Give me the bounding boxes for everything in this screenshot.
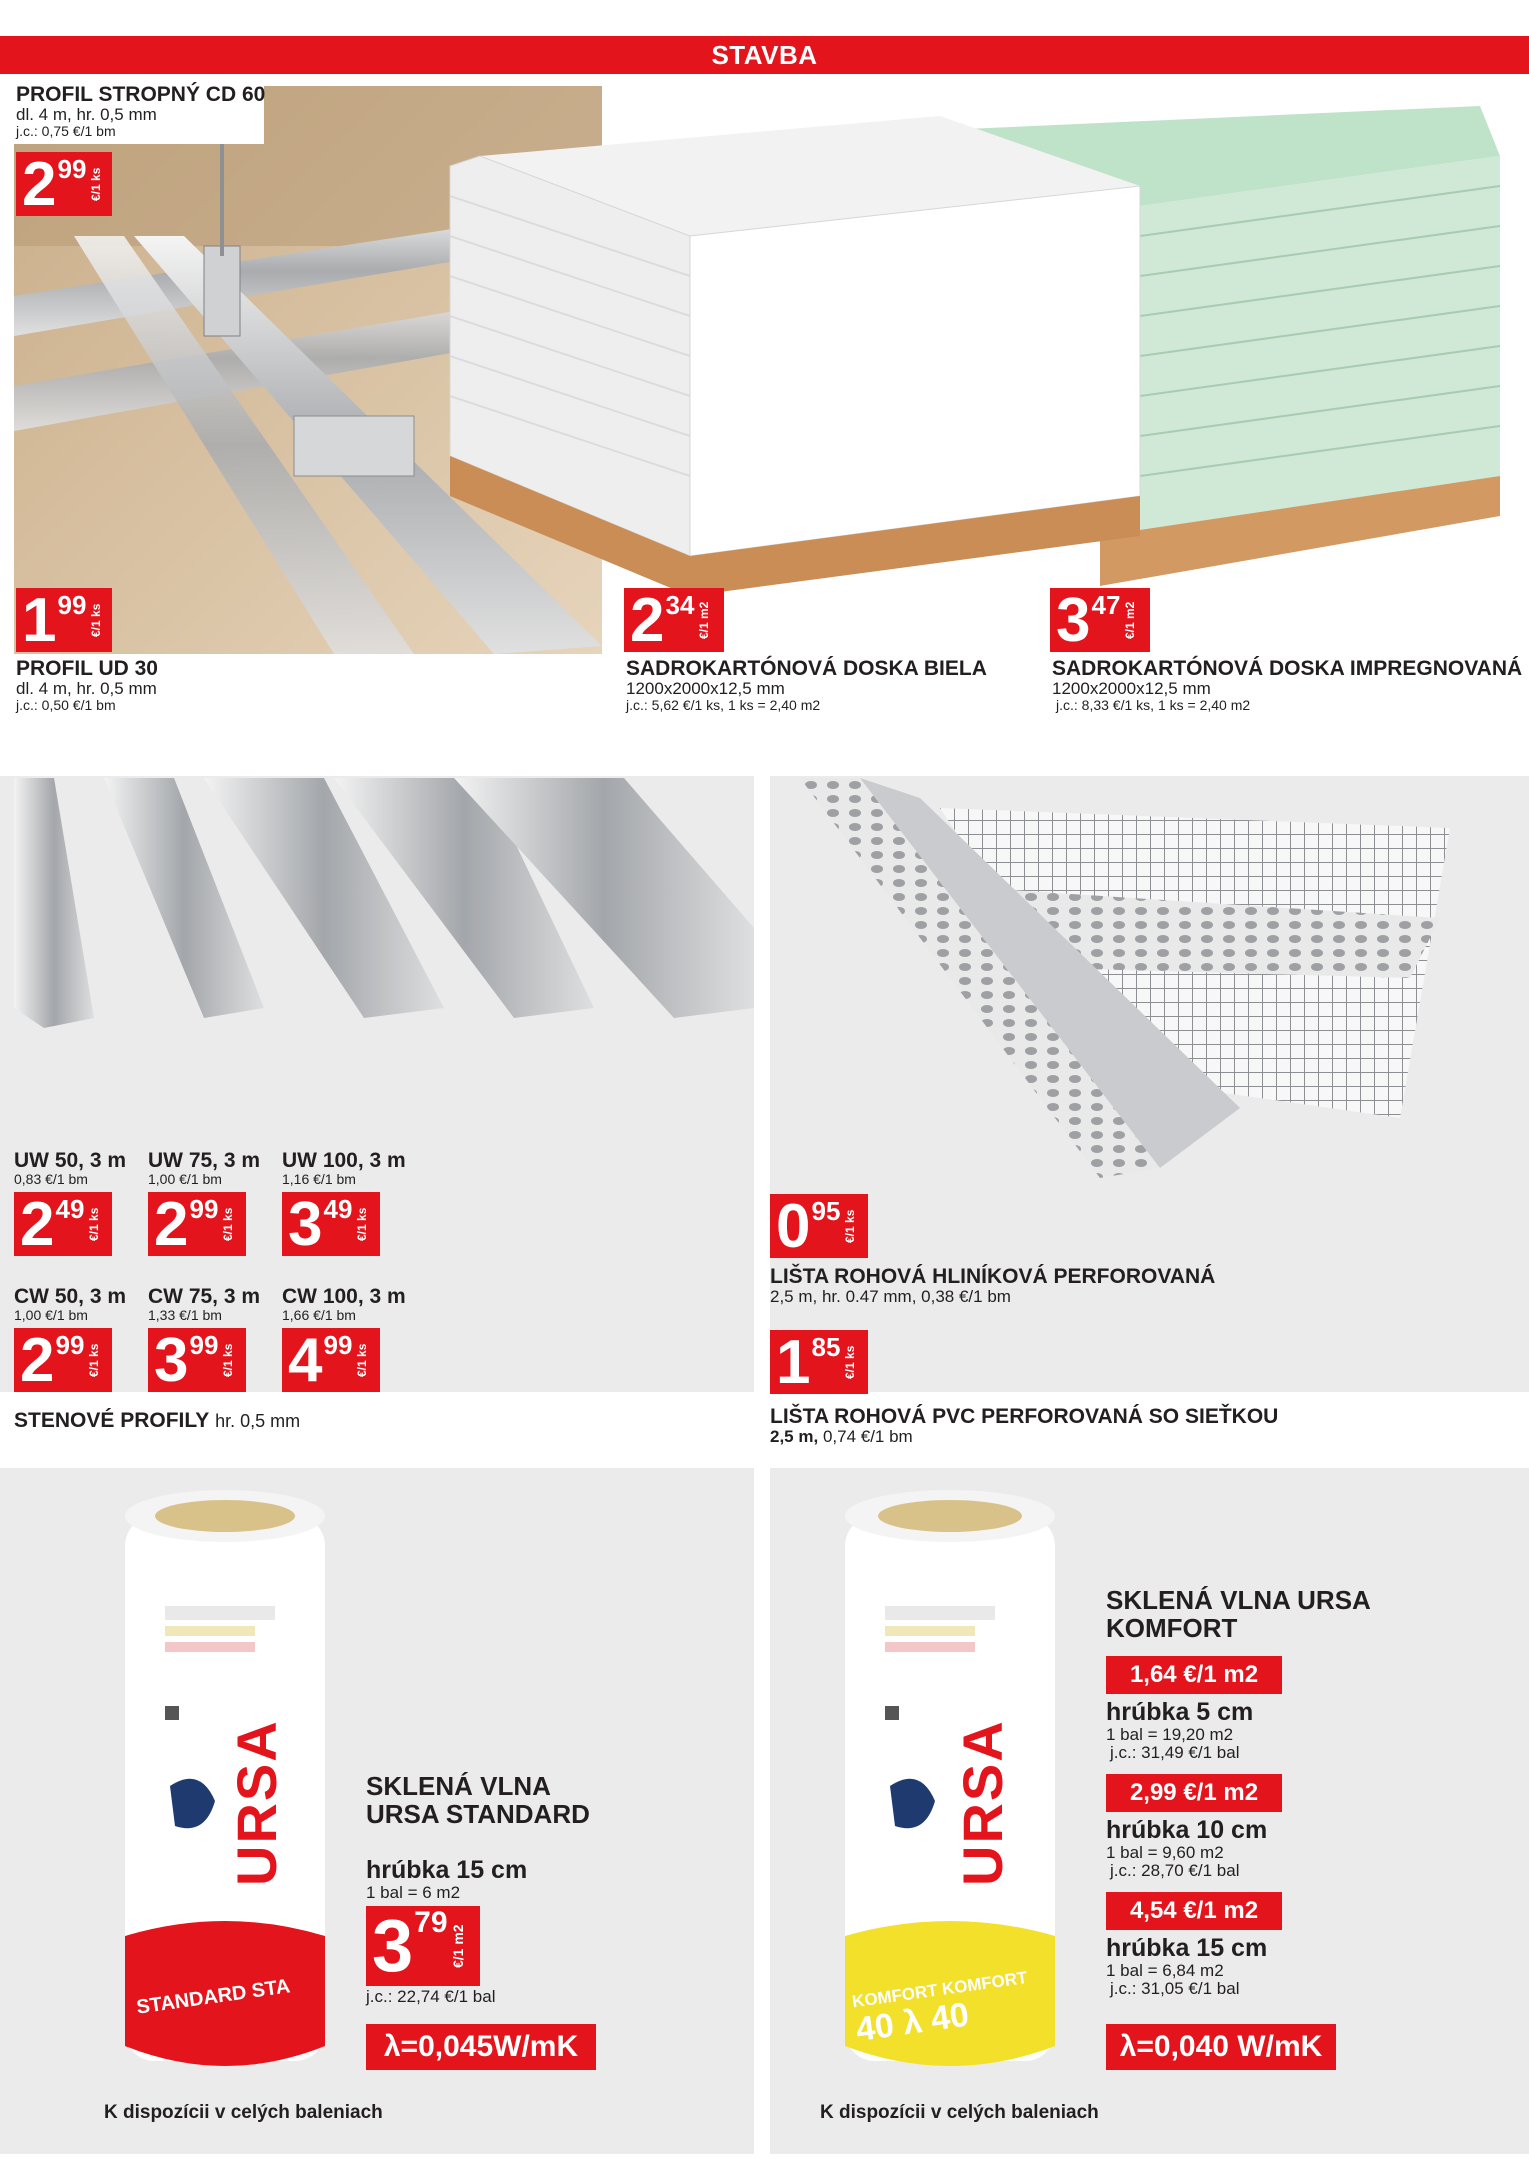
price-decimal: 99 [189,1330,219,1360]
profil-cd60-dim: dl. 4 m, hr. 0,5 mm [16,105,157,124]
price-integer: 3 [288,1190,322,1259]
item-unit-price: 1,16 €/1 bm [282,1171,356,1187]
doska-impregnovana-title: SADROKARTÓNOVÁ DOSKA IMPREGNOVANÁ [1052,657,1523,680]
price-decimal: 95 [811,1196,841,1226]
plasterboard-photo [440,96,1520,596]
ursa-komfort-price-5cm: 1,64 €/1 m2 [1106,1656,1282,1694]
wall-profiles-caption-rest: hr. 0,5 mm [215,1411,301,1431]
item-unit-price: 0,83 €/1 bm [14,1171,88,1187]
wall-profile-price-cw50 [14,1326,112,1395]
price-integer: 1 [776,1328,810,1397]
price-integer: 1 [22,586,56,655]
price-unit: €/1 ks [221,1207,236,1241]
wall-profile-price-uw75 [148,1190,246,1259]
ursa-standard-title-line2: URSA STANDARD [366,1799,590,1829]
price-decimal: 99 [57,154,87,184]
price-decimal: 49 [323,1194,353,1224]
section-header: STAVBA [0,36,1529,74]
price-integer: 3 [372,1904,413,1987]
price-integer: 3 [154,1326,188,1395]
profil-ud30-dim: dl. 4 m, hr. 0,5 mm [16,679,157,698]
wall-profile-price-uw100 [282,1190,380,1259]
wall-profile-price-uw50 [14,1190,112,1259]
price-decimal: 99 [323,1330,353,1360]
ursa-komfort-pack-15cm: 1 bal = 6,84 m2 [1106,1961,1224,1980]
lista-pvc-length: 2,5 m, [770,1427,819,1446]
wall-profile-price-cw100 [282,1326,380,1395]
ursa-komfort-band-text2: 40 λ 40 [853,1995,972,2050]
corner-strip-illustration [800,778,1520,1198]
item-unit-price: 1,00 €/1 bm [14,1307,88,1323]
price-unit: €/1 ks [843,1209,858,1243]
lista-hlinikova-title: LIŠTA ROHOVÁ HLINÍKOVÁ PERFOROVANÁ [770,1265,1216,1288]
price-integer: 2 [20,1190,54,1259]
price-unit: €/1 ks [89,167,104,201]
wall-profile-item-uw50 [14,1150,126,1187]
ursa-standard-pack: 1 bal = 6 m2 [366,1883,461,1902]
price-decimal: 99 [189,1194,219,1224]
item-name: CW 75, 3 m [148,1285,261,1308]
price-decimal: 49 [55,1194,85,1224]
doska-biela-dim: 1200x2000x12,5 mm [626,679,785,698]
doska-impregnovana-price [1050,586,1150,655]
ursa-komfort-roll [840,1486,1060,2086]
doska-biela-price [624,586,724,655]
ursa-komfort-band-text: KOMFORT KOMFORT [850,1967,1029,2012]
ursa-standard-band-text2: STA [250,1975,292,2003]
item-unit-price: 1,66 €/1 bm [282,1307,356,1323]
ursa-komfort-lambda: λ=0,040 W/mK [1106,2024,1336,2070]
profil-cd60-unit-price: j.c.: 0,75 €/1 bm [16,123,116,139]
profil-ud30-title: PROFIL UD 30 [16,657,158,680]
price-integer: 2 [154,1190,188,1259]
corner-strips-photo [800,778,1520,1198]
price-unit: €/1 m2 [449,1924,466,1968]
item-name: UW 100, 3 m [282,1149,406,1172]
item-name: UW 75, 3 m [148,1149,261,1172]
wall-profile-price-cw75 [148,1326,246,1395]
ursa-komfort-jc-15cm: j.c.: 31,05 €/1 bal [1110,1979,1240,1998]
ursa-standard-brand: URSA [225,1719,288,1886]
lista-pvc-spec [770,1428,913,1446]
price-integer: 2 [20,1326,54,1395]
ursa-standard-note: K dispozícii v celých baleniach [104,2102,383,2123]
wall-profile-item-uw75 [148,1150,260,1187]
doska-impregnovana-unit-price: j.c.: 8,33 €/1 ks, 1 ks = 2,40 m2 [1056,697,1251,713]
wall-profiles-illustration [14,778,754,1038]
price-unit: €/1 m2 [1123,601,1138,639]
doska-biela-title: SADROKARTÓNOVÁ DOSKA BIELA [626,657,987,680]
price-unit: €/1 ks [355,1207,370,1241]
price-decimal: 79 [414,1906,448,1939]
ursa-standard-lambda: λ=0,045W/mK [366,2024,596,2070]
price-integer: 2 [630,586,664,655]
ursa-komfort-thick-10cm: hrúbka 10 cm [1106,1816,1268,1844]
item-unit-price: 1,00 €/1 bm [148,1171,222,1187]
ursa-komfort-title-line1: SKLENÁ VLNA URSA [1106,1585,1371,1615]
price-decimal: 85 [811,1332,841,1362]
ursa-komfort-jc-10cm: j.c.: 28,70 €/1 bal [1110,1861,1240,1880]
plasterboard-illustration [440,96,1520,596]
price-unit: €/1 m2 [697,601,712,639]
wall-profiles-caption [14,1410,300,1432]
profil-cd60-title: PROFIL STROPNÝ CD 60 [16,83,266,106]
wall-profile-item-cw50 [14,1286,126,1323]
ursa-standard-price [366,1906,480,1986]
lista-pvc-unit-price: 0,74 €/1 bm [822,1427,913,1446]
item-name: UW 50, 3 m [14,1149,127,1172]
ursa-komfort-thick-15cm: hrúbka 15 cm [1106,1934,1268,1962]
item-name: CW 100, 3 m [282,1285,406,1308]
price-decimal: 34 [665,590,695,620]
ursa-komfort-price-10cm: 2,99 €/1 m2 [1106,1774,1282,1812]
doska-impregnovana-dim: 1200x2000x12,5 mm [1052,679,1211,698]
wall-profile-item-cw75 [148,1286,260,1323]
ursa-komfort-pack-5cm: 1 bal = 19,20 m2 [1106,1725,1234,1744]
price-integer: 4 [288,1326,322,1395]
wall-profile-item-cw100 [282,1286,406,1323]
price-decimal: 99 [55,1330,85,1360]
ursa-komfort-title-line2: KOMFORT [1106,1613,1238,1643]
lista-pvc-title: LIŠTA ROHOVÁ PVC PERFOROVANÁ SO SIEŤKOU [770,1405,1279,1428]
price-integer: 2 [22,150,56,219]
ursa-komfort-jc-5cm: j.c.: 31,49 €/1 bal [1110,1743,1240,1762]
ursa-standard-title [366,1772,590,1828]
ursa-komfort-note: K dispozícii v celých baleniach [820,2102,1099,2123]
ursa-komfort-brand: URSA [951,1719,1014,1886]
price-unit: €/1 ks [87,1343,102,1377]
lista-hlinikova-price [770,1192,868,1261]
ursa-standard-thickness: hrúbka 15 cm [366,1856,528,1884]
price-unit: €/1 ks [355,1343,370,1377]
ursa-standard-roll [120,1486,330,2086]
profil-ud30-unit-price: j.c.: 0,50 €/1 bm [16,697,116,713]
price-unit: €/1 ks [89,603,104,637]
wall-profiles-caption-bold: STENOVÉ PROFILY [14,1409,210,1432]
price-unit: €/1 ks [843,1345,858,1379]
ursa-standard-unit-price: j.c.: 22,74 €/1 bal [366,1987,496,2006]
price-integer: 0 [776,1192,810,1261]
profil-ud30-price [16,586,112,655]
ursa-komfort-price-15cm: 4,54 €/1 m2 [1106,1892,1282,1930]
price-unit: €/1 ks [221,1343,236,1377]
ursa-komfort-pack-10cm: 1 bal = 9,60 m2 [1106,1843,1224,1862]
ursa-standard-band-text: STANDARD [135,1981,248,2019]
price-decimal: 99 [57,590,87,620]
lista-pvc-price [770,1328,868,1397]
wall-profiles-photo [14,778,754,1038]
price-decimal: 47 [1091,590,1121,620]
item-name: CW 50, 3 m [14,1285,127,1308]
ursa-standard-title-line1: SKLENÁ VLNA [366,1771,551,1801]
price-integer: 3 [1056,586,1090,655]
ursa-komfort-thick-5cm: hrúbka 5 cm [1106,1698,1254,1726]
lista-hlinikova-spec: 2,5 m, hr. 0.47 mm, 0,38 €/1 bm [770,1287,1011,1306]
item-unit-price: 1,33 €/1 bm [148,1307,222,1323]
wall-profile-item-uw100 [282,1150,406,1187]
ursa-komfort-title [1106,1586,1371,1642]
profil-cd60-price [16,150,112,219]
doska-biela-unit-price: j.c.: 5,62 €/1 ks, 1 ks = 2,40 m2 [626,697,821,713]
price-unit: €/1 ks [87,1207,102,1241]
